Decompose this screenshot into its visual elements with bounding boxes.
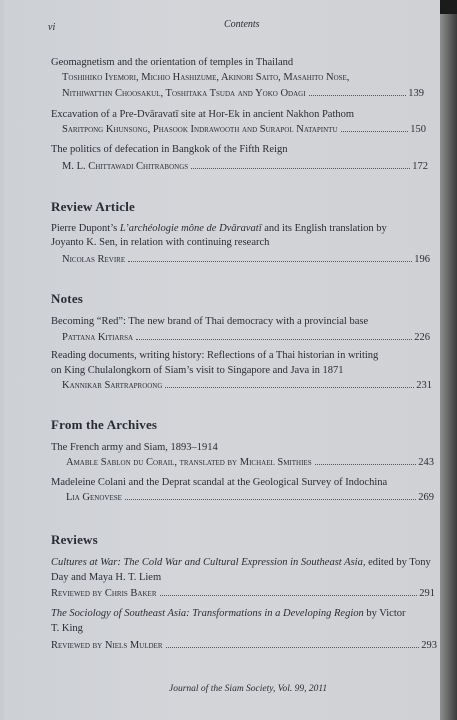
section-heading-reviews: Reviews (51, 532, 98, 547)
entry-title: The French army and Siam, 1893–1914 (51, 442, 218, 453)
toc-entry-row (62, 124, 426, 135)
dot-leader (165, 387, 414, 388)
title-italic-text: The Sociology of Southeast Asia: Transformations in a Developing Region (51, 608, 364, 619)
entry-reviewer: Reviewed by Niels Mulder (51, 640, 163, 651)
toc-entry-row (51, 588, 435, 599)
toc-entry-row (62, 332, 430, 343)
entry-page-number: 231 (416, 380, 432, 391)
entry-title (51, 223, 387, 234)
entry-authors: Pattana Kitiarsa (62, 332, 134, 343)
entry-page-number: 226 (414, 332, 430, 343)
title-text: by Victor (363, 608, 406, 619)
entry-title-line: Joyanto K. Sen, in relation with continuing research (51, 237, 270, 248)
section-heading-archives: From the Archives (51, 417, 158, 432)
contents-page (4, 0, 440, 720)
journal-footer: Journal of the Siam Society, Vol. 99, 2011 (169, 684, 328, 694)
section-heading-notes: Notes (51, 291, 84, 306)
entry-page-number: 293 (421, 640, 437, 651)
entry-page-number: 291 (419, 588, 435, 599)
entry-title: The politics of defecation in Bangkok of the Fifth Reign (51, 144, 288, 155)
toc-entry-row (51, 640, 437, 651)
page-edge-dark-corner (440, 0, 457, 14)
toc-entry-row (66, 457, 434, 468)
toc-entry-row (62, 88, 424, 99)
entry-page-number: 139 (408, 88, 424, 99)
entry-title: Madeleine Colani and the Deprat scandal at the Geological Survey of Indochina (51, 477, 388, 488)
dot-leader (136, 339, 412, 340)
entry-title: Geomagnetism and the orientation of temples in Thailand (51, 57, 294, 68)
entry-title: Excavation of a Pre-Dvāravatī site at Hor-Ek in ancient Nakhon Pathom (51, 109, 355, 120)
entry-page-number: 150 (410, 124, 426, 135)
dot-leader (160, 595, 418, 596)
dot-leader (128, 261, 412, 262)
toc-entry-row (62, 380, 432, 391)
entry-title (51, 557, 431, 568)
dot-leader (315, 464, 417, 465)
entry-page-number: 196 (414, 254, 430, 265)
toc-entry-row (62, 254, 430, 265)
entry-authors: M. L. Chittawadi Chitrabongs (62, 161, 189, 172)
entry-authors: Toshihiko Iyemori, Michio Hashizume, Akinori Saito, Masahito Nose, (62, 72, 350, 83)
title-text: Pierre Dupont’s (51, 223, 120, 234)
entry-authors: Lia Genovese (66, 492, 122, 503)
dot-leader (309, 95, 407, 96)
entry-authors: Nithiwatthn Choosakul, Toshitaka Tsuda and Yoko Odagi (62, 88, 306, 99)
entry-title: Becoming “Red”: The new brand of Thai democracy with a provincial base (51, 316, 369, 327)
entry-page-number: 269 (418, 492, 434, 503)
entry-authors: Nicolas Revire (62, 254, 126, 265)
dot-leader (341, 131, 409, 132)
entry-authors: Saritpong Khunsong, Phasook Indrawooth and Surapol Natapintu (62, 124, 338, 135)
title-text: edited by Tony (365, 557, 431, 568)
entry-page-number: 243 (418, 457, 434, 468)
toc-entry-row (66, 492, 434, 503)
dot-leader (125, 499, 416, 500)
dot-leader (166, 647, 420, 648)
title-text: and its English translation by (261, 223, 387, 234)
entry-authors: Kannikar Sartraproong (62, 380, 163, 391)
page-edge-shadow (440, 0, 457, 720)
dot-leader (191, 168, 410, 169)
page-number: vi (48, 22, 56, 33)
entry-title: Reading documents, writing history: Reflections of a Thai historian in writing (51, 350, 379, 361)
entry-authors: Amable Sablon du Corail, translated by Michael Smithies (66, 457, 312, 468)
entry-title-line: T. King (51, 623, 83, 634)
title-italic-text: Cultures at War: The Cold War and Cultural Expression in Southeast Asia, (51, 557, 366, 568)
entry-reviewer: Reviewed by Chris Baker (51, 588, 157, 599)
toc-entry-row (62, 161, 428, 172)
entry-title-line: Day and Maya H. T. Liem (51, 572, 162, 583)
entry-page-number: 172 (412, 161, 428, 172)
title-italic-text: L’archéologie mône de Dvāravatī (119, 223, 262, 234)
section-heading-review-article: Review Article (51, 199, 136, 214)
entry-title (51, 608, 406, 619)
entry-title-line: on King Chulalongkorn of Siam’s visit to Singapore and Java in 1871 (51, 365, 344, 376)
running-title: Contents (224, 19, 260, 30)
